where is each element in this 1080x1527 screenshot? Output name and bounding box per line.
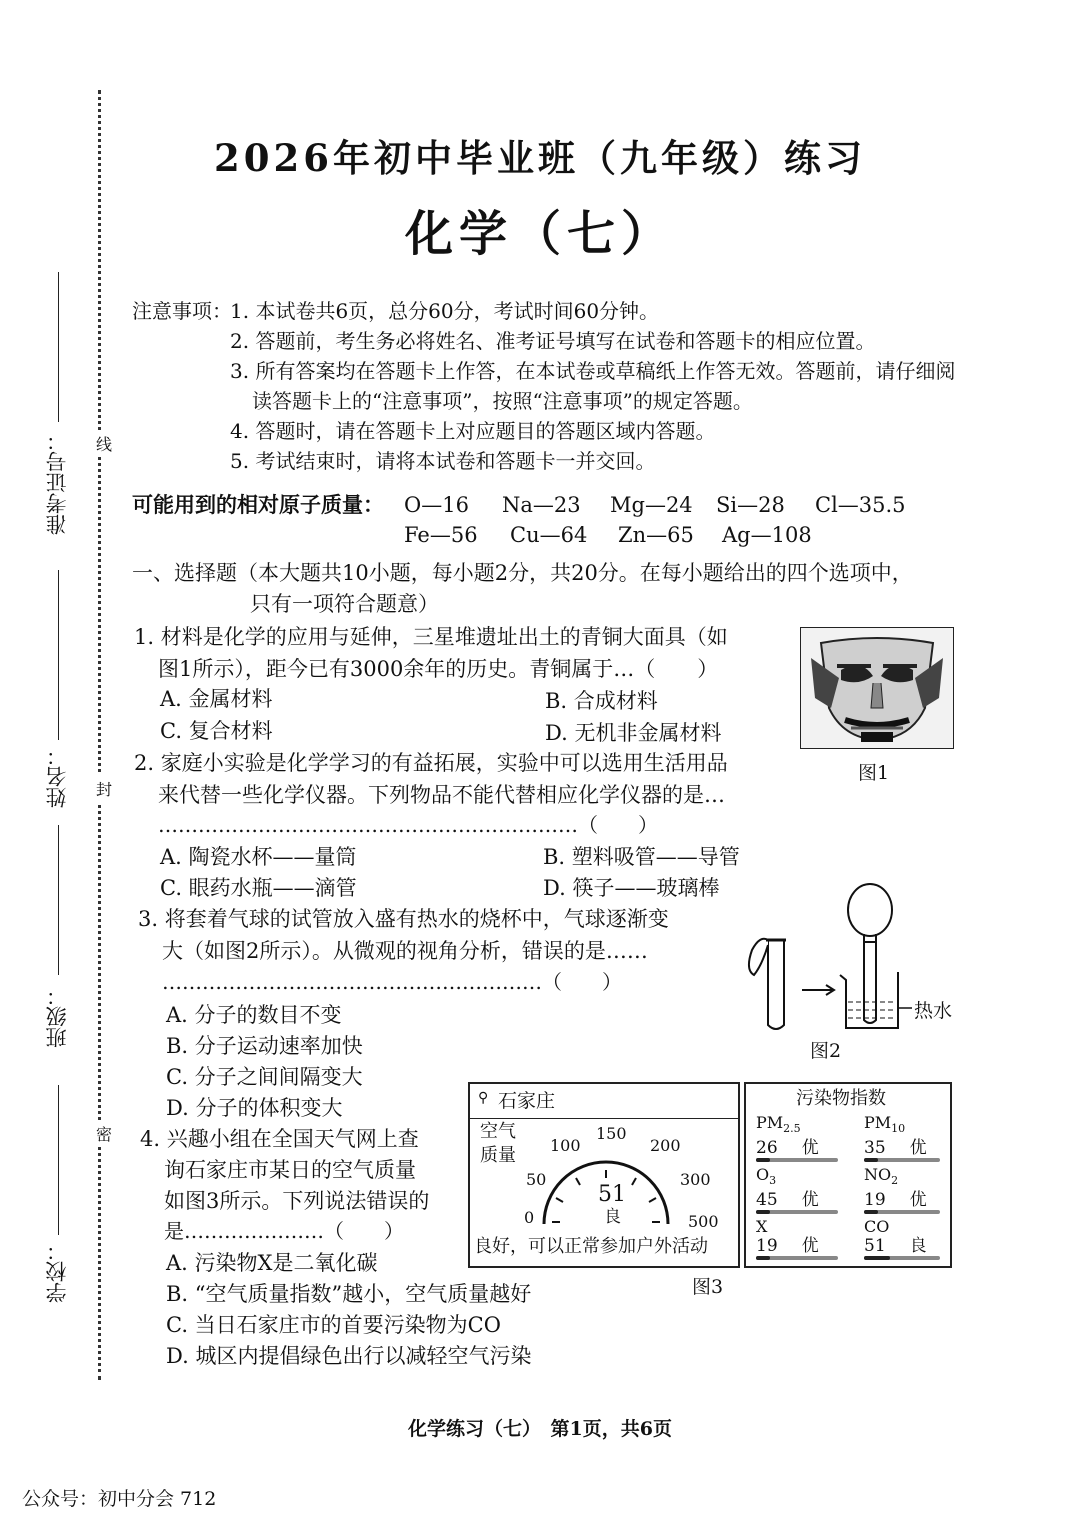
pollutant-pm10-bar xyxy=(864,1158,940,1162)
q3-option-d: D. 分子的体积变大 xyxy=(166,1096,343,1120)
q3-option-b: B. 分子运动速率加快 xyxy=(166,1034,363,1058)
pollutant-pm25-sub: 2.5 xyxy=(783,1122,801,1136)
aqi-tick-300: 300 xyxy=(680,1170,711,1189)
pollutant-co-value: 51 xyxy=(864,1236,886,1256)
pollutant-no2-grade: 优 xyxy=(909,1190,927,1211)
pollutant-no2-value: 19 xyxy=(864,1190,886,1211)
field-underline-2 xyxy=(58,570,59,740)
pollutant-pm25-name: PM xyxy=(756,1113,784,1132)
section1-heading: 一、选择题（本大题共10小题，每小题2分，共20分。在每小题给出的四个选项中， xyxy=(132,561,913,585)
q1-option-a: A. 金属材料 xyxy=(160,687,273,711)
pollutant-x-value: 19 xyxy=(756,1236,778,1256)
pollutant-pm10-value: 35 xyxy=(864,1138,886,1159)
seal-char-seal: 封 xyxy=(96,775,112,802)
figure2-hot-water-label: 热水 xyxy=(914,1000,953,1022)
atomic-mass-label: 可能用到的相对原子质量： xyxy=(132,492,384,517)
q4-stem-4: 是…………………（ ） xyxy=(164,1219,404,1243)
q4-option-d: D. 城区内提倡绿色出行以减轻空气污染 xyxy=(166,1344,532,1368)
pollutant-o3 xyxy=(756,1166,846,1214)
pollutant-o3-value: 45 xyxy=(756,1190,778,1211)
q4-option-a: A. 污染物X是二氧化碳 xyxy=(166,1251,378,1275)
pollutant-pm10-grade: 优 xyxy=(909,1138,927,1159)
location-pin-icon: ⚲ xyxy=(478,1090,489,1106)
atomic-mass-mg: Mg—24 xyxy=(610,493,693,517)
q2-option-b: B. 塑料吸管——导管 xyxy=(543,845,740,869)
q3-option-c: C. 分子之间间隔变大 xyxy=(166,1065,363,1089)
exam-title: 2026年初中毕业班（九年级）练习 xyxy=(214,136,866,180)
aqi-city: 石家庄 xyxy=(498,1090,556,1112)
section1-heading-cont: 只有一项符合题意） xyxy=(250,592,439,616)
field-underline-4 xyxy=(58,1085,59,1235)
field-school: 学校： xyxy=(45,1240,69,1303)
pollutant-panel xyxy=(744,1082,952,1268)
pollutant-pm25-grade: 优 xyxy=(801,1138,819,1159)
seal-char-secret: 密 xyxy=(96,1120,112,1147)
field-underline-1 xyxy=(58,272,59,422)
pollutant-o3-grade: 优 xyxy=(801,1190,819,1211)
q4-option-b: B. “空气质量指数”越小，空气质量越好 xyxy=(166,1282,532,1306)
aqi-level: 良 xyxy=(604,1207,621,1227)
pollutant-x-bar xyxy=(756,1256,838,1260)
notice-item-3: 3. 所有答案均在答题卡上作答，在本试卷或草稿纸上作答无效。答题前，请仔细阅 xyxy=(230,359,956,383)
pollutant-pm10-name: PM xyxy=(864,1113,892,1132)
pollutant-co-name: CO xyxy=(864,1217,890,1236)
pollutant-co-bar xyxy=(864,1256,940,1260)
figure2-caption: 图2 xyxy=(810,1040,842,1062)
pollutant-no2-bar xyxy=(864,1210,940,1214)
aqi-panel xyxy=(468,1082,740,1268)
q3-stem-2: 大（如图2所示）。从微观的视角分析，错误的是…… xyxy=(162,939,648,963)
pollutant-pm10 xyxy=(864,1114,948,1162)
q1-option-c: C. 复合材料 xyxy=(160,719,273,743)
atomic-mass-cu: Cu—64 xyxy=(510,523,588,547)
pollutant-pm25-bar xyxy=(756,1158,838,1162)
aqi-label-2: 质量 xyxy=(480,1145,516,1166)
pollutant-x-grade: 优 xyxy=(801,1236,819,1256)
notice-item-1: 1. 本试卷共6页，总分60分，考试时间60分钟。 xyxy=(230,299,660,323)
aqi-value: 51 xyxy=(598,1182,626,1207)
pollutant-x xyxy=(756,1218,846,1260)
pollutant-no2-name: NO xyxy=(864,1165,892,1184)
aqi-tick-0: 0 xyxy=(524,1208,535,1227)
page-footer: 化学练习（七） 第1页，共6页 xyxy=(408,1418,672,1440)
q1-stem-1: 1. 材料是化学的应用与延伸，三星堆遗址出土的青铜大面具（如 xyxy=(134,625,728,649)
subject-title: 化学（七） xyxy=(404,206,675,262)
pollutant-pm25 xyxy=(756,1114,846,1162)
atomic-mass-zn: Zn—65 xyxy=(618,523,694,547)
atomic-mass-fe: Fe—56 xyxy=(404,523,478,547)
aqi-tick-150: 150 xyxy=(596,1124,627,1143)
figure3-caption: 图3 xyxy=(692,1276,724,1298)
q2-option-d: D. 筷子——玻璃棒 xyxy=(543,876,720,900)
q4-stem-3: 如图3所示。下列说法错误的 xyxy=(164,1189,430,1213)
pollutant-o3-name: O xyxy=(756,1165,770,1184)
q1-option-b: B. 合成材料 xyxy=(545,689,658,713)
pollutant-no2-sub: 2 xyxy=(891,1174,899,1188)
aqi-tick-500: 500 xyxy=(688,1212,719,1231)
pollutant-co xyxy=(864,1218,948,1260)
atomic-mass-cl: Cl—35.5 xyxy=(815,493,906,517)
atomic-mass-ag: Ag—108 xyxy=(722,523,812,547)
pollutant-no2 xyxy=(864,1166,948,1214)
aqi-divider xyxy=(470,1118,738,1119)
q1-option-d: D. 无机非金属材料 xyxy=(545,721,722,745)
atomic-mass-si: Si—28 xyxy=(716,493,785,517)
atomic-mass-o: O—16 xyxy=(404,493,469,517)
pollutant-title: 污染物指数 xyxy=(796,1088,886,1109)
q2-stem-1: 2. 家庭小实验是化学学习的有益拓展，实验中可以选用生活用品 xyxy=(134,751,728,775)
notice-item-2: 2. 答题前，考生务必将姓名、准考证号填写在试卷和答题卡的相应位置。 xyxy=(230,329,876,353)
aqi-tick-50: 50 xyxy=(526,1170,547,1189)
figure1-bronze-mask xyxy=(800,627,954,749)
q3-option-a: A. 分子的数目不变 xyxy=(166,1003,342,1027)
field-name: 姓名： xyxy=(45,745,69,808)
q2-stem-3: ………………………………………………………（ ） xyxy=(158,813,658,837)
q4-stem-2: 询石家庄市某日的空气质量 xyxy=(164,1158,416,1182)
pollutant-o3-sub: 3 xyxy=(769,1174,777,1188)
binding-dotted-line xyxy=(98,90,101,1380)
q3-stem-3: …………………………………………………（ ） xyxy=(162,970,622,994)
pollutant-pm25-value: 26 xyxy=(756,1138,778,1159)
pollutant-pm10-sub: 10 xyxy=(891,1122,906,1136)
q1-stem-2: 图1所示），距今已有3000余年的历史。青铜属于…（ ） xyxy=(158,657,719,681)
pollutant-o3-bar xyxy=(756,1210,838,1214)
atomic-mass-na: Na—23 xyxy=(502,493,581,517)
aqi-tick-100: 100 xyxy=(550,1136,581,1155)
field-class: 班级： xyxy=(45,985,69,1048)
seal-char-line: 线 xyxy=(96,430,112,457)
pollutant-co-grade: 良 xyxy=(909,1236,927,1256)
notice-item-3-cont: 读答题卡上的“注意事项”，按照“注意事项”的规定答题。 xyxy=(252,389,753,413)
notice-item-5: 5. 考试结束时，请将本试卷和答题卡一并交回。 xyxy=(230,449,656,473)
q4-option-c: C. 当日石家庄市的首要污染物为CO xyxy=(166,1313,501,1337)
q4-stem-1: 4. 兴趣小组在全国天气网上查 xyxy=(140,1127,419,1151)
notice-label: 注意事项： xyxy=(132,299,232,323)
q2-option-c: C. 眼药水瓶——滴管 xyxy=(160,876,357,900)
notice-item-4: 4. 答题时，请在答题卡上对应题目的答题区域内答题。 xyxy=(230,419,716,443)
aqi-label-1: 空气 xyxy=(480,1121,516,1142)
field-underline-3 xyxy=(58,825,59,975)
q2-option-a: A. 陶瓷水杯——量筒 xyxy=(160,845,357,869)
aqi-tick-200: 200 xyxy=(650,1136,681,1155)
aqi-note: 良好，可以正常参加户外活动 xyxy=(474,1236,708,1257)
figure1-caption: 图1 xyxy=(858,762,890,784)
field-exam-number: 准考证号： xyxy=(45,430,69,535)
q2-stem-2: 来代替一些化学仪器。下列物品不能代替相应化学仪器的是… xyxy=(158,783,725,807)
pollutant-x-name: X xyxy=(756,1217,768,1236)
q3-stem-1: 3. 将套着气球的试管放入盛有热水的烧杯中，气球逐渐变 xyxy=(138,907,669,931)
watermark-text: 公众号：初中分会 712 xyxy=(22,1488,217,1510)
